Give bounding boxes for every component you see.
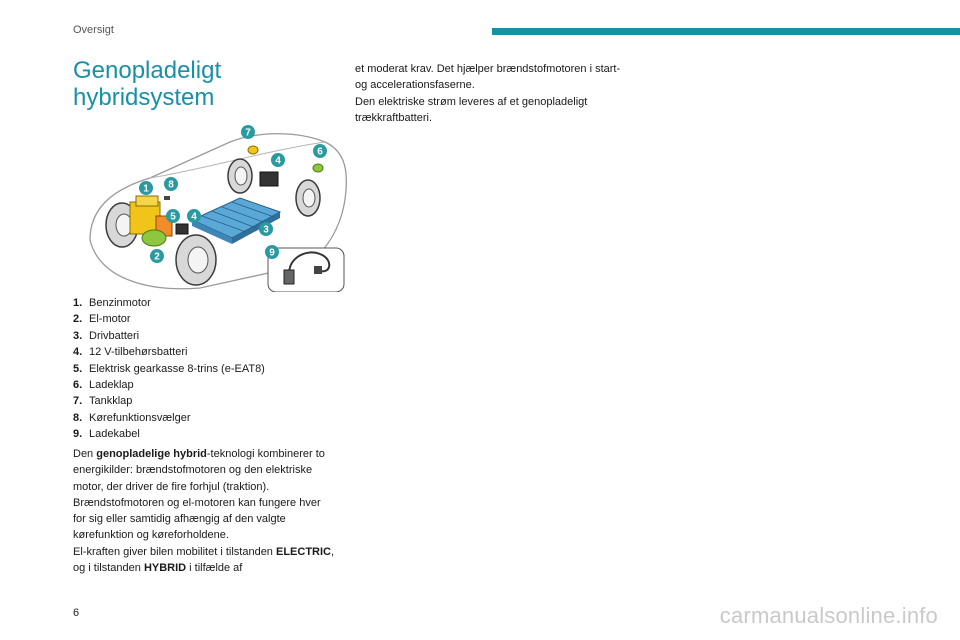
callout-9 (265, 245, 279, 259)
charging-flap (313, 164, 323, 172)
legend-label: Benzinmotor (89, 297, 151, 309)
fuel-flap (248, 146, 258, 154)
legend-label: Kørefunktionsvælger (89, 411, 191, 424)
text-run: Den (73, 448, 97, 460)
text-emphasis: HYBRID (143, 562, 187, 575)
svg-text:4: 4 (191, 211, 197, 223)
callout-6 (313, 144, 327, 158)
svg-text:6: 6 (317, 146, 323, 158)
svg-text:8: 8 (168, 179, 174, 191)
legend-item (73, 361, 343, 377)
callout-3 (259, 222, 273, 236)
paragraph-intro (73, 446, 335, 495)
text-run: , og i tilstanden (73, 545, 335, 575)
callout-2 (150, 249, 164, 263)
paragraph-continued: et moderat krav. Det hjælper brændstofmotoren i start- og accelerationsfaserne. (355, 63, 621, 92)
legend-label: Drivbatteri (89, 329, 140, 342)
page-title: Genopladeligt hybridsystem (73, 57, 222, 111)
text-run: -teknologi kombinerer to energikilder: brændstofmotoren og den elektriske motor, der driver de fire forhjul (traktion). (73, 448, 325, 493)
callout-7 (241, 125, 255, 139)
paragraph-battery: Den elektriske strøm leveres af et genopladeligt trækkraftbatteri. (355, 95, 588, 124)
legend-label: Elektrisk gearkasse 8-trins (e-EAT8) (89, 362, 265, 375)
legend-label: El-motor (89, 313, 131, 326)
callout-5 (166, 209, 180, 223)
watermark: carmanualsonline.info (719, 603, 938, 628)
legend-item (73, 393, 343, 409)
legend-label: Ladeklap (89, 379, 134, 392)
legend-number: 2. (73, 313, 83, 326)
legend-item (73, 426, 343, 442)
svg-text:9: 9 (269, 247, 275, 259)
legend-item (73, 295, 343, 311)
legend-item (73, 410, 343, 426)
callout-4-front (187, 209, 201, 223)
legend-number: 8. (73, 411, 83, 424)
component-legend (73, 295, 343, 443)
text-run: El-kraften giver bilen mobilitet i tilstanden (73, 545, 276, 558)
legend-label: Tankklap (89, 395, 133, 408)
text-emphasis: genopladelige hybrid (96, 448, 207, 460)
legend-label: Ladekabel (89, 428, 140, 441)
legend-label: 12 V-tilbehørsbatteri (89, 346, 188, 359)
body-text-column-2 (355, 61, 625, 126)
svg-text:3: 3 (263, 224, 269, 236)
text-emphasis: ELECTRIC (275, 545, 331, 558)
callout-4-rear (271, 153, 285, 167)
svg-text:2: 2 (154, 251, 160, 263)
paragraph-modes: Brændstofmotoren og el-motoren kan fungere hver for sig eller samtidig afhængig af den valgte kørefunktion og køreforholdene. (73, 496, 321, 542)
callout-1 (139, 181, 153, 195)
auxiliary-battery-rear (260, 172, 278, 186)
legend-number: 7. (73, 395, 83, 408)
section-label: Oversigt (73, 24, 114, 36)
legend-number: 4. (73, 346, 83, 359)
legend-item (73, 377, 343, 393)
svg-text:5: 5 (170, 211, 176, 223)
legend-number: 9. (73, 428, 83, 441)
legend-item (73, 344, 343, 360)
auxiliary-battery-front (176, 224, 188, 234)
svg-text:7: 7 (245, 127, 251, 139)
legend-item (73, 311, 343, 327)
svg-text:4: 4 (275, 155, 281, 167)
text-run: i tilfælde af (186, 562, 243, 575)
body-text-column-1 (73, 446, 335, 576)
hybrid-system-illustration (80, 120, 352, 292)
header-bar (492, 28, 960, 35)
legend-number: 3. (73, 329, 83, 342)
gear-selector (164, 196, 170, 200)
legend-number: 5. (73, 362, 83, 375)
legend-number: 6. (73, 379, 83, 392)
electric-motor (142, 230, 166, 246)
legend-item (73, 328, 343, 344)
svg-text:1: 1 (143, 183, 149, 195)
paragraph-electric (73, 544, 335, 577)
page-number: 6 (73, 607, 80, 619)
callout-8 (164, 177, 178, 191)
legend-number: 1. (73, 297, 83, 309)
charging-cable (268, 248, 344, 292)
